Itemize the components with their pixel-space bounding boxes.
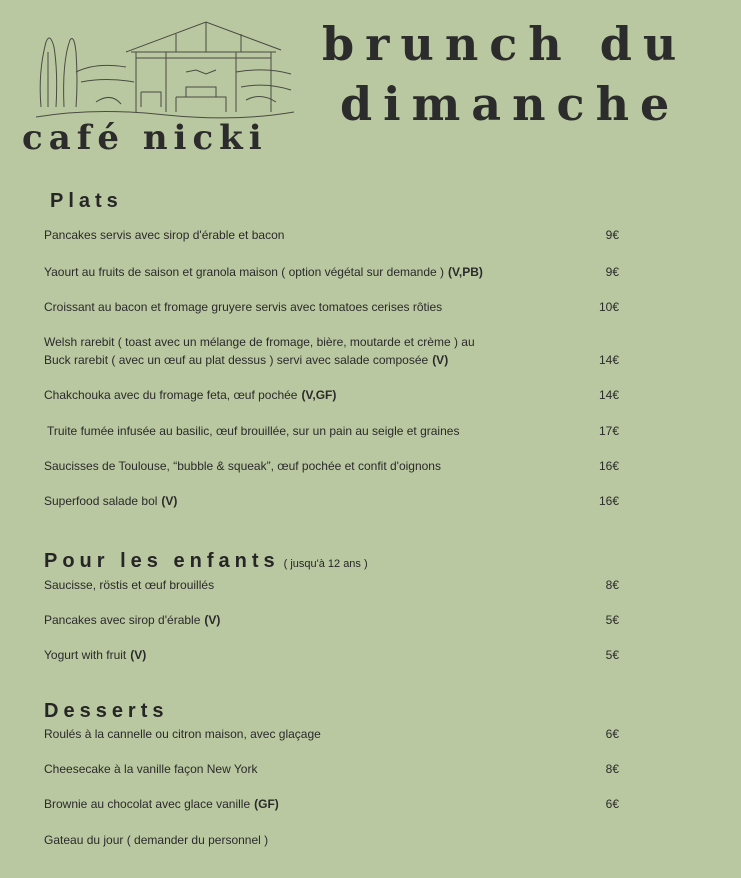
item-price: 9€	[605, 265, 619, 279]
item-price: 16€	[598, 494, 619, 508]
menu-item: Croissant au bacon et fromage gruyere servis avec tomatoes cerises rôties 10€	[44, 300, 619, 314]
item-price: 9€	[605, 228, 619, 242]
menu-item: Saucisse, röstis et œuf brouillés 8€	[44, 578, 619, 592]
item-price: 5€	[605, 613, 619, 627]
dietary-tag: (V,PB)	[448, 265, 483, 279]
menu-item: Yogurt with fruit (V) 5€	[44, 648, 619, 662]
dietary-tag: (GF)	[254, 797, 279, 811]
menu-item: Pancakes servis avec sirop d'érable et bacon 9€	[44, 228, 619, 242]
item-price: 8€	[605, 578, 619, 592]
menu-item: Gateau du jour ( demander du personnel )	[44, 833, 269, 847]
dietary-tag: (V)	[432, 353, 449, 367]
cafe-brand-name: café nicki	[22, 118, 268, 158]
dietary-tag: (V)	[161, 494, 178, 508]
item-price: 14€	[598, 388, 619, 402]
menu-item: Truite fumée infusée au basilic, œuf brouillée, sur un pain au seigle et graines 17€	[47, 424, 619, 438]
item-price: 6€	[605, 797, 619, 811]
item-price: 8€	[605, 762, 619, 776]
menu-item: Pancakes avec sirop d'érable (V) 5€	[44, 613, 619, 627]
menu-item: Superfood salade bol (V) 16€	[44, 494, 619, 508]
menu-item: Welsh rarebit ( toast avec un mélange de fromage, bière, moutarde et crème ) au Buck rarebit ( avec un œuf au plat dessus ) servi avec salade composée (V) 14€	[44, 335, 619, 367]
item-price: 6€	[605, 727, 619, 741]
menu-item: Saucisses de Toulouse, “bubble & squeak”, œuf pochée et confit d'oignons 16€	[44, 459, 619, 473]
item-price: 10€	[598, 300, 619, 314]
dietary-tag: (V)	[204, 613, 221, 627]
menu-item: Cheesecake à la vanille façon New York 8€	[44, 762, 619, 776]
item-price: 14€	[598, 353, 619, 367]
dietary-tag: (V)	[130, 648, 147, 662]
menu-item: Brownie au chocolat avec glace vanille (GF) 6€	[44, 797, 619, 811]
menu-title	[322, 14, 687, 134]
item-price: 17€	[598, 424, 619, 438]
item-price: 16€	[598, 459, 619, 473]
menu-item: Yaourt au fruits de saison et granola maison ( option végétal sur demande ) (V,PB) 9€	[44, 265, 619, 279]
menu-item: Chakchouka avec du fromage feta, œuf pochée (V,GF) 14€	[44, 388, 619, 402]
section-heading-desserts: Desserts	[44, 700, 169, 722]
dietary-tag: (V,GF)	[301, 388, 337, 402]
menu-item: Roulés à la cannelle ou citron maison, avec glaçage 6€	[44, 727, 619, 741]
item-price: 5€	[605, 648, 619, 662]
menu-title-line1: brunch du	[322, 17, 688, 71]
age-note: ( jusqu'à 12 ans )	[283, 558, 368, 570]
pergola-illustration	[36, 12, 296, 132]
section-heading-enfants: Pour les enfants ( jusqu'à 12 ans )	[44, 550, 368, 572]
section-heading-plats: Plats	[50, 190, 123, 212]
menu-title-line2: dimanche	[340, 77, 681, 131]
